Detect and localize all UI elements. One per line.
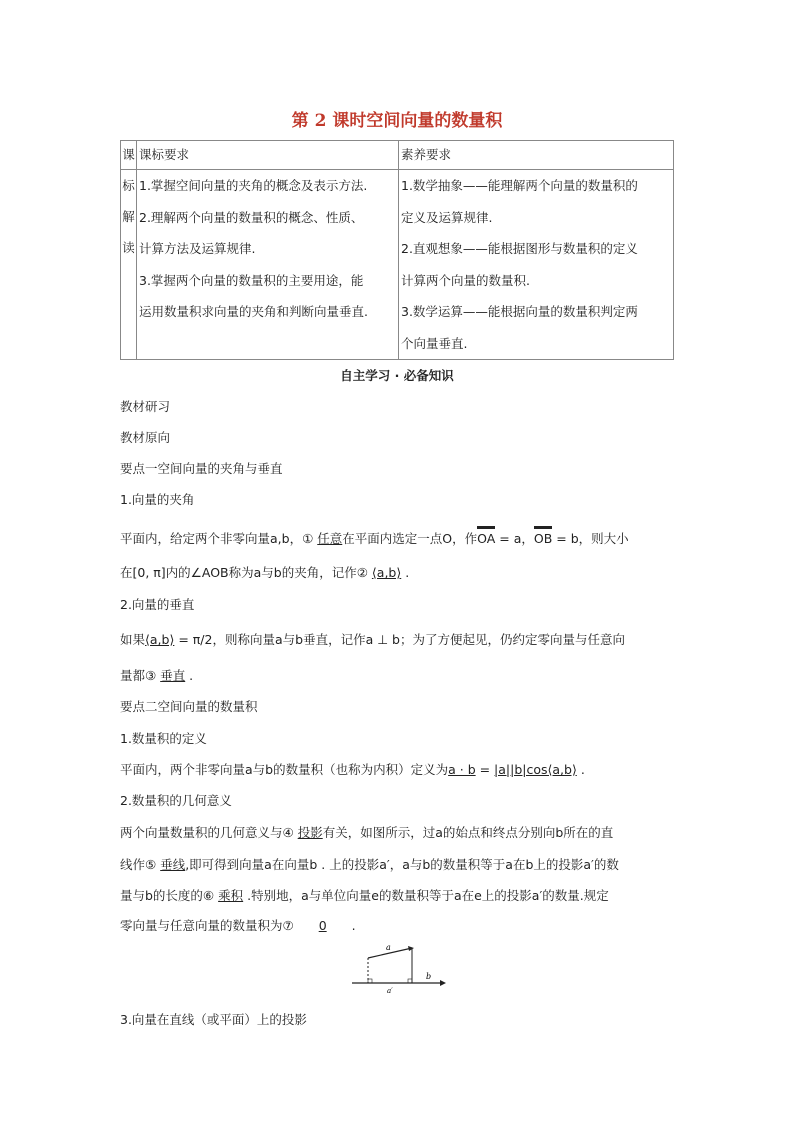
line-textbook-original: 教材原向 (120, 430, 171, 445)
line-point-two: 要点二空间向量的数量积 (120, 699, 258, 714)
arrow-a (408, 946, 414, 951)
side-label-top: 课 (121, 141, 137, 170)
line-projection-heading: 3.向量在直线（或平面）上的投影 (120, 1012, 307, 1027)
line-dot-def: 平面内，两个非零向量a与b的数量积（也称为内积）定义为a · b = |a||b|cos⟨a,b⟩ . (120, 762, 585, 777)
req-line: 1.数学抽象——能理解两个向量的数量积的 (401, 178, 638, 193)
header-right: 素养要求 (399, 141, 674, 170)
line-angle-heading: 1.向量的夹角 (120, 492, 195, 507)
line-geo-heading: 2.数量积的几何意义 (120, 793, 232, 808)
line-perp-heading: 2.向量的垂直 (120, 597, 195, 612)
curriculum-requirements (137, 170, 399, 360)
req-line: 计算方法及运算规律. (139, 241, 256, 256)
page-title: 第 2 课时空间向量的数量积 (291, 111, 503, 131)
blank-1: 任意 (317, 531, 343, 546)
projection-figure (350, 940, 450, 995)
req-line: 2.直观想象——能根据图形与数量积的定义 (401, 241, 638, 256)
label-b: b (426, 972, 432, 981)
line-dot-heading: 1.数量积的定义 (120, 731, 207, 746)
side-char: 标 (122, 178, 135, 193)
blank-3: 垂直 (160, 668, 186, 683)
line-geo-3: 量与b的长度的⑥ 乘积 .特别地，a与单位向量e的数量积等于a在e上的投影a′的数量.规定 (120, 888, 609, 903)
req-line: 计算两个向量的数量积. (401, 272, 530, 288)
blank-6: 乘积 (218, 888, 244, 903)
arrow-b (440, 980, 446, 986)
line-geo-4: 零向量与任意向量的数量积为⑦ 0 . (120, 918, 356, 933)
line-geo-1: 两个向量数量积的几何意义与④ 投影有关，如图所示，过a的始点和终点分别向b所在的直 (120, 825, 614, 840)
blank-4: 投影 (297, 825, 323, 840)
blank-7: 0 (318, 918, 327, 933)
line-perp-def-2: 量都③ 垂直 . (120, 668, 194, 683)
side-char: 读 (122, 240, 135, 255)
line-angle-def: 平面内，给定两个非零向量a,b，① 任意在平面内选定一点O，作OA = a，OB = b，则大小 (120, 531, 629, 546)
header-left: 课标要求 (137, 141, 399, 170)
line-point-one: 要点一空间向量的夹角与垂直 (120, 461, 283, 476)
req-line: 运用数量积求向量的夹角和判断向量垂直. (139, 304, 368, 319)
line-perp-def: 如果⟨a,b⟩ = π/2，则称向量a与b垂直，记作a ⊥ b；为了方便起见，仍约定零向量与任意向 (120, 632, 625, 647)
req-line: 定义及运算规律. (401, 209, 493, 225)
req-line: 个向量垂直. (401, 335, 468, 351)
side-label (121, 170, 137, 360)
line-textbook-study: 教材研习 (120, 399, 171, 414)
label-a: a (386, 943, 391, 952)
side-char: 解 (122, 209, 135, 224)
line-angle-def-2: 在[0, π]内的∠AOB称为a与b的夹角，记作② ⟨a,b⟩ . (120, 565, 410, 580)
req-line: 3.掌握两个向量的数量积的主要用途，能 (139, 272, 364, 288)
vector-oa: OA (477, 531, 496, 546)
literacy-requirements (399, 170, 674, 360)
line-geo-2: 线作⑤ 垂线,即可得到向量a在向量b . 上的投影a′，a与b的数量积等于a在b上的投影a′的数 (120, 857, 619, 872)
req-line: 2.理解两个向量的数量积的概念、性质、 (139, 209, 364, 225)
blank-5: 垂线 (160, 857, 186, 872)
vector-ob: OB (533, 531, 553, 546)
req-line: 1.掌握空间向量的夹角的概念及表示方法. (139, 178, 368, 193)
requirements-table (120, 140, 674, 360)
req-line: 3.数学运算——能根据向量的数量积判定两 (401, 304, 638, 319)
section-heading: 自主学习 · 必备知识 (340, 368, 454, 383)
label-projection: a′ (387, 987, 393, 995)
blank-2: ⟨a,b⟩ (371, 565, 402, 580)
